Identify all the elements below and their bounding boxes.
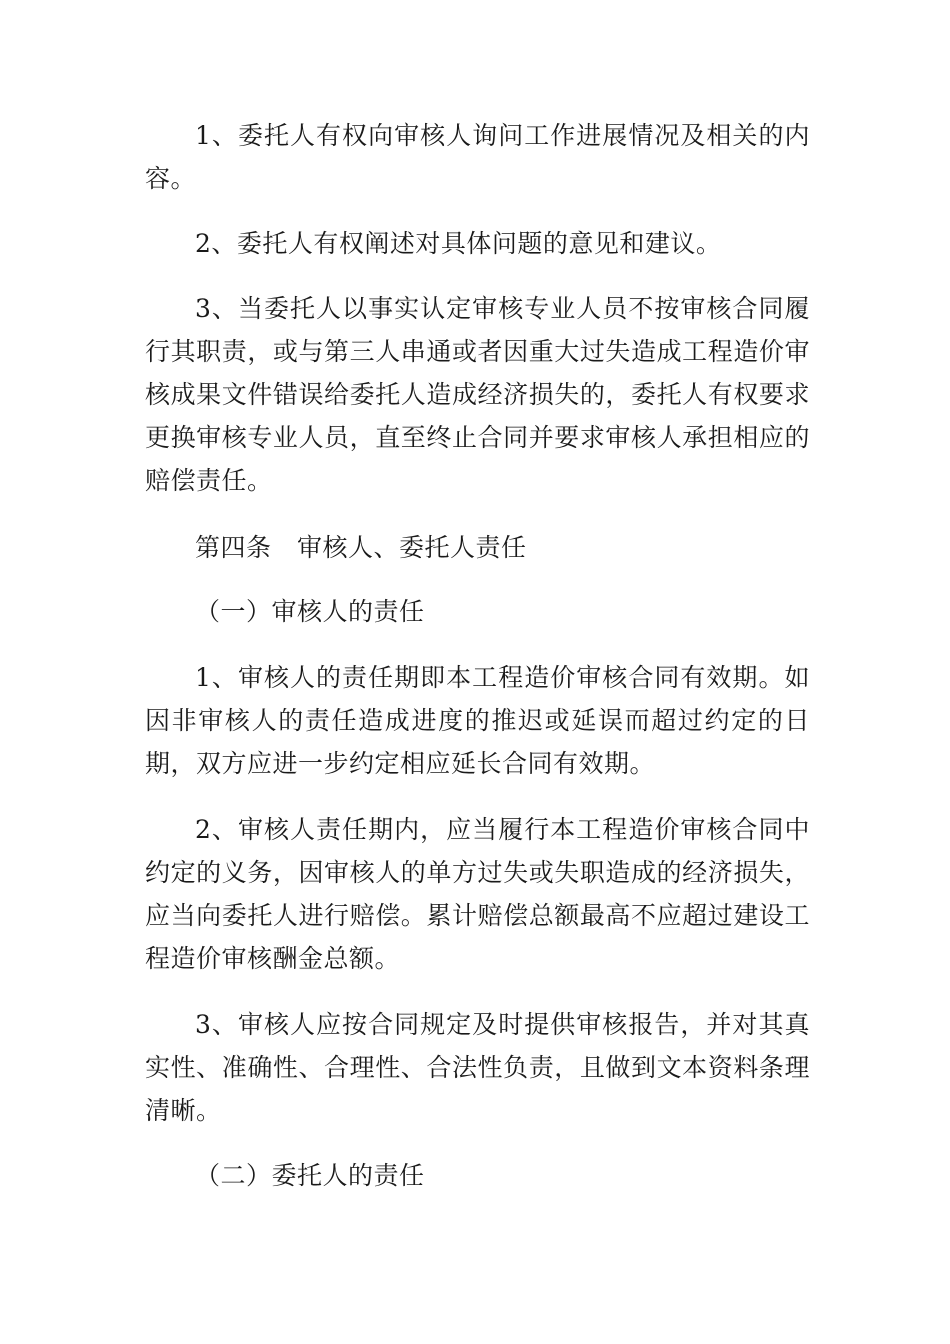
- paragraph-client-right-inquiry: 1、委托人有权向审核人询问工作进展情况及相关的内容。: [145, 121, 810, 193]
- paragraph-reviewer-report: 3、审核人应按合同规定及时提供审核报告，并对其真实性、准确性、合理性、合法性负责，且做到文本资料条理清晰。: [145, 1010, 810, 1125]
- article-four-heading: 第四条 审核人、委托人责任: [195, 533, 527, 562]
- paragraph-client-right-opinion: 2、委托人有权阐述对具体问题的意见和建议。: [195, 229, 722, 258]
- section-client-responsibility-heading: （二）委托人的责任: [195, 1161, 425, 1190]
- section-reviewer-responsibility-heading: （一）审核人的责任: [195, 597, 425, 626]
- paragraph-reviewer-period: 1、审核人的责任期即本工程造价审核合同有效期。如因非审核人的责任造成进度的推迟或延误而超过约定的日期，双方应进一步约定相应延长合同有效期。: [145, 663, 810, 778]
- paragraph-reviewer-compensation: 2、审核人责任期内，应当履行本工程造价审核合同中约定的义务，因审核人的单方过失或失职造成的经济损失，应当向委托人进行赔偿。累计赔偿总额最高不应超过建设工程造价审核酬金总额。: [145, 815, 810, 973]
- paragraph-client-right-replace: 3、当委托人以事实认定审核专业人员不按审核合同履行其职责，或与第三人串通或者因重大过失造成工程造价审核成果文件错误给委托人造成经济损失的，委托人有权要求更换审核专业人员，直至终止合同并要求审核人承担相应的赔偿责任。: [145, 294, 810, 495]
